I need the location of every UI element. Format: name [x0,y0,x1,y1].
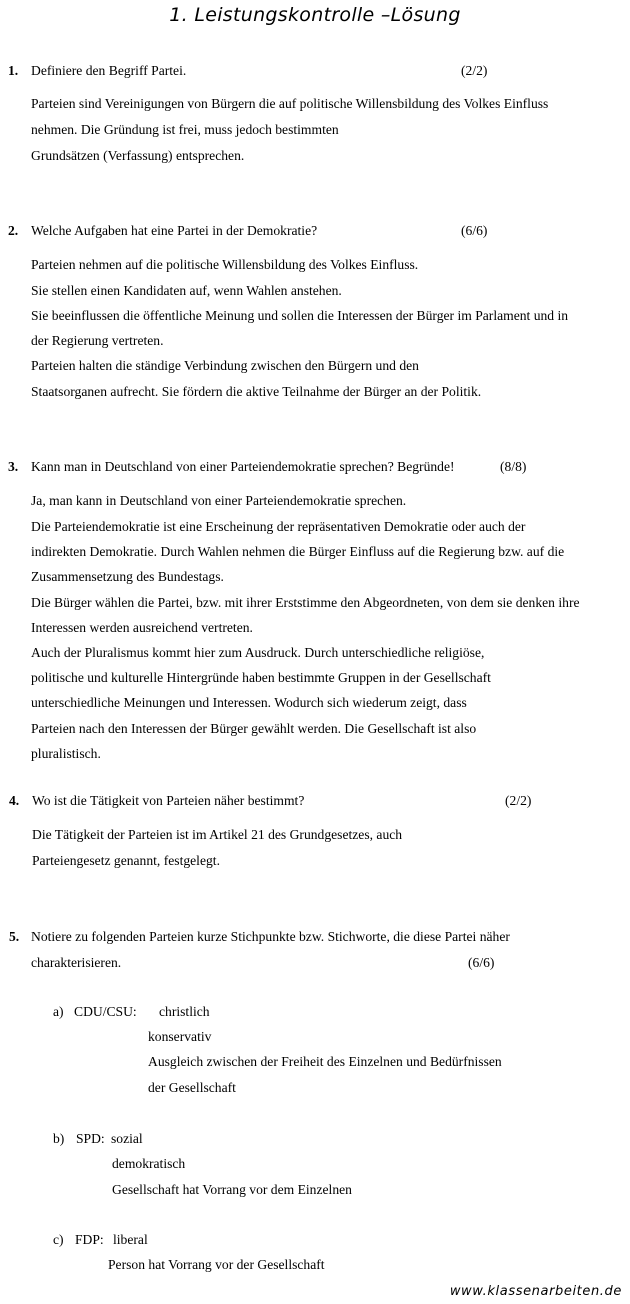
answer-line: Die Tätigkeit der Parteien ist im Artikel 21 des Grundgesetzes, auch [32,827,403,842]
page-title: 1. Leistungskontrolle –Lösung [169,4,461,26]
answer-line: pluralistisch. [31,746,101,761]
party-name: CDU/CSU: [74,1004,137,1019]
question-points: (2/2) [505,793,532,808]
question-prompt-continued: charakterisieren. [31,955,122,970]
question-number: 1. [8,63,19,78]
party-trait: sozial [111,1131,143,1146]
party-trait: demokratisch [112,1156,186,1171]
answer-line: Sie beeinflussen die öffentliche Meinung und sollen die Interessen der Bürger im Parlament und in [31,308,569,323]
answer-line: Grundsätzen (Verfassung) entsprechen. [31,148,245,163]
answer-line: Parteien sind Vereinigungen von Bürgern die auf politische Willensbildung des Volkes Einfluss [31,96,549,111]
party-trait: christlich [159,1004,210,1019]
question-points: (6/6) [461,223,488,238]
party-name: FDP: [75,1232,104,1247]
party-label: a) [53,1004,64,1019]
question-prompt: Definiere den Begriff Partei. [31,63,187,78]
question-number: 5. [9,929,20,944]
party-trait: Person hat Vorrang vor der Gesellschaft [108,1257,325,1272]
answer-line: Zusammensetzung des Bundestags. [31,569,224,584]
party-label: b) [53,1131,65,1146]
answer-line: Staatsorganen aufrecht. Sie fördern die aktive Teilnahme der Bürger an der Politik. [31,384,482,399]
answer-line: nehmen. Die Gründung ist frei, muss jedoch bestimmten [31,122,339,137]
party-label: c) [53,1232,64,1247]
answer-line: Interessen werden ausreichend vertreten. [31,620,253,635]
question-prompt: Notiere zu folgenden Parteien kurze Stichpunkte bzw. Stichworte, die diese Partei näher [31,929,510,944]
party-trait: liberal [113,1232,148,1247]
answer-line: Die Parteiendemokratie ist eine Erscheinung der repräsentativen Demokratie oder auch der [31,519,526,534]
answer-line: unterschiedliche Meinungen und Interessen. Wodurch sich wiederum zeigt, dass [31,695,467,710]
question-points: (6/6) [468,955,495,970]
answer-line: indirekten Demokratie. Durch Wahlen nehmen die Bürger Einfluss auf die Regierung bzw. auf die [31,544,565,559]
party-trait: Gesellschaft hat Vorrang vor dem Einzelnen [112,1182,352,1197]
party-trait: der Gesellschaft [148,1080,236,1095]
question-number: 3. [8,459,19,474]
answer-line: Sie stellen einen Kandidaten auf, wenn Wahlen anstehen. [31,283,342,298]
question-number: 4. [9,793,20,808]
question-number: 2. [8,223,19,238]
question-points: (2/2) [461,63,488,78]
answer-line: Ja, man kann in Deutschland von einer Parteiendemokratie sprechen. [31,493,407,508]
answer-line: Die Bürger wählen die Partei, bzw. mit ihrer Erststimme den Abgeordneten, von dem sie denken ihre [31,595,580,610]
answer-line: Parteiengesetz genannt, festgelegt. [32,853,220,868]
party-trait: konservativ [148,1029,212,1044]
answer-line: politische und kulturelle Hintergründe haben bestimmte Gruppen in der Gesellschaft [31,670,491,685]
answer-line: Parteien halten die ständige Verbindung zwischen den Bürgern und den [31,358,419,373]
question-prompt: Welche Aufgaben hat eine Partei in der Demokratie? [31,223,318,238]
answer-line: Parteien nehmen auf die politische Willensbildung des Volkes Einfluss. [31,257,419,272]
party-trait: Ausgleich zwischen der Freiheit des Einzelnen und Bedürfnissen [148,1054,502,1069]
answer-line: der Regierung vertreten. [31,333,164,348]
question-points: (8/8) [500,459,527,474]
question-prompt: Kann man in Deutschland von einer Parteiendemokratie sprechen? Begründe! [31,459,455,474]
question-prompt: Wo ist die Tätigkeit von Parteien näher bestimmt? [32,793,305,808]
answer-line: Auch der Pluralismus kommt hier zum Ausdruck. Durch unterschiedliche religiöse, [31,645,485,660]
footer-website: www.klassenarbeiten.de [449,1284,622,1299]
party-name: SPD: [76,1131,105,1146]
answer-line: Parteien nach den Interessen der Bürger gewählt werden. Die Gesellschaft ist also [31,721,477,736]
